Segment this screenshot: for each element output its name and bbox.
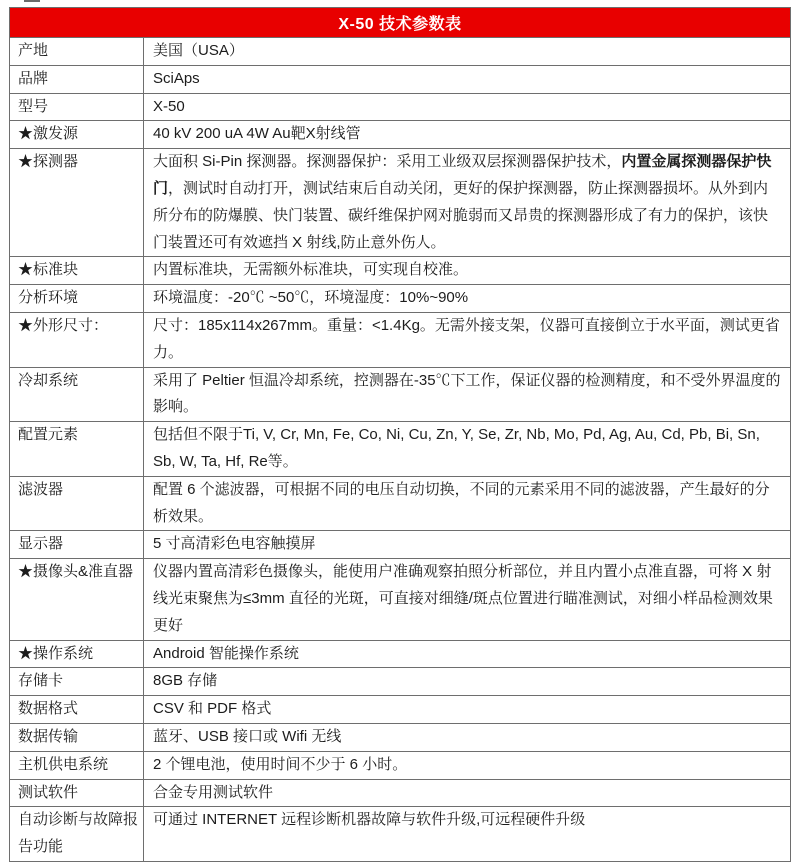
- spec-label: 配置元素: [10, 422, 144, 477]
- spec-value: [144, 807, 791, 862]
- spec-row: [10, 257, 791, 285]
- spec-row: [10, 559, 791, 640]
- spec-row: [10, 696, 791, 724]
- spec-label: 存储卡: [10, 668, 144, 696]
- spec-label: 品牌: [10, 65, 144, 93]
- spec-value-segment: 环境温度：-20℃ ~50℃，环境湿度：10%~90%: [153, 289, 469, 307]
- spec-value-segment: 合金专用测试软件: [153, 783, 274, 801]
- spec-value-segment: 8GB 存储: [153, 672, 218, 690]
- spec-row: [10, 640, 791, 668]
- spec-row: [10, 807, 791, 862]
- spec-value-segment: 美国（USA）: [153, 42, 244, 59]
- spec-row: [10, 779, 791, 807]
- spec-table: [9, 7, 791, 862]
- spec-value-segment: 蓝牙、USB 接口或 Wifi 无线: [153, 727, 342, 745]
- spec-table-body: [10, 38, 791, 862]
- spec-value: [144, 285, 791, 313]
- crop-artifact: [24, 0, 40, 2]
- spec-value: [144, 65, 791, 93]
- table-title-text: X-50 技术参数表: [338, 16, 462, 33]
- spec-value: [144, 38, 791, 66]
- spec-value-bold-segment: 内置金属探测器保护快门: [153, 153, 772, 197]
- spec-value-segment: 2 个锂电池，使用时间不少于 6 小时。: [153, 755, 408, 773]
- spec-label: 自动诊断与故障报告功能: [10, 807, 144, 862]
- table-title: [10, 8, 791, 38]
- spec-value: [144, 476, 791, 531]
- spec-row: [10, 751, 791, 779]
- spec-value: [144, 559, 791, 640]
- spec-value: [144, 723, 791, 751]
- spec-label: ★操作系统: [10, 640, 144, 668]
- spec-row: [10, 723, 791, 751]
- spec-label: 主机供电系统: [10, 751, 144, 779]
- spec-value-segment: 大面积 Si-Pin 探测器。探测器保护：采用工业级双层探测器保护技术，: [153, 153, 622, 171]
- spec-value: [144, 312, 791, 367]
- spec-value-segment: 仪器内置高清彩色摄像头，能使用户准确观察拍照分析部位，并且内置小点准直器，可将 X 射线光束聚焦为≤3mm 直径的光斑，可直接对细缝/斑点位置进行瞄准测试，对细小样品检测效果更好: [153, 563, 773, 634]
- spec-value-segment: 包括但不限于Ti, V, Cr, Mn, Fe, Co, Ni, Cu, Zn, Y, Se, Zr, Nb, Mo, Pd, Ag, Au, Cd, Pb, Bi, Sn, Sb, W, Ta, Hf, Re等。: [153, 426, 760, 470]
- spec-value: [144, 640, 791, 668]
- spec-label: 滤波器: [10, 476, 144, 531]
- spec-label: 分析环境: [10, 285, 144, 313]
- spec-value-segment: 5 寸高清彩色电容触摸屏: [153, 535, 316, 553]
- spec-value: [144, 696, 791, 724]
- spec-value-segment: 可通过 INTERNET 远程诊断机器故障与软件升级,可远程硬件升级: [153, 811, 586, 829]
- spec-value-segment: 40 kV 200 uA 4W Au靶X射线管: [153, 125, 361, 143]
- spec-value-segment: SciAps: [153, 69, 200, 87]
- spec-row: [10, 65, 791, 93]
- spec-label: ★激发源: [10, 121, 144, 149]
- spec-label: ★摄像头&准直器: [10, 559, 144, 640]
- spec-value-segment: 采用了 Peltier 恒温冷却系统，控测器在-35℃下工作，保证仪器的检测精度，和不受外界温度的影响。: [153, 371, 781, 416]
- spec-label: ★探测器: [10, 149, 144, 257]
- spec-row: [10, 668, 791, 696]
- spec-label: 型号: [10, 93, 144, 121]
- spec-value: [144, 149, 791, 257]
- spec-label: ★外形尺寸：: [10, 312, 144, 367]
- spec-row: [10, 422, 791, 477]
- spec-value-segment: 配置 6 个滤波器，可根据不同的电压自动切换，不同的元素采用不同的滤波器，产生最好的分析效果。: [153, 480, 770, 525]
- spec-label: 产地: [10, 38, 144, 66]
- spec-value-segment: 内置标准块，无需额外标准块，可实现自校准。: [153, 261, 469, 279]
- spec-value: [144, 422, 791, 477]
- spec-value-segment: Android 智能操作系统: [153, 644, 299, 662]
- spec-row: [10, 38, 791, 66]
- spec-value: [144, 367, 791, 422]
- spec-value: [144, 751, 791, 779]
- spec-label: 数据格式: [10, 696, 144, 724]
- spec-value: [144, 121, 791, 149]
- spec-row: [10, 312, 791, 367]
- spec-label: ★标准块: [10, 257, 144, 285]
- spec-value: [144, 531, 791, 559]
- spec-value: [144, 779, 791, 807]
- spec-value: [144, 257, 791, 285]
- spec-label: 测试软件: [10, 779, 144, 807]
- spec-row: [10, 476, 791, 531]
- spec-value-segment: CSV 和 PDF 格式: [153, 700, 272, 718]
- spec-label: 显示器: [10, 531, 144, 559]
- spec-value: [144, 668, 791, 696]
- spec-row: [10, 121, 791, 149]
- spec-row: [10, 93, 791, 121]
- spec-value-segment: ，测试时自动打开，测试结束后自动关闭，更好的保护探测器，防止探测器损坏。从外到内所分布的防爆膜、快门装置、碳纤维保护网对脆弱而又昂贵的探测器形成了有力的保护，该快门装置还可有效遮挡 X 射线,防止意外伤人。: [153, 179, 769, 251]
- spec-row: [10, 285, 791, 313]
- spec-value-segment: 尺寸：185x114x267mm。重量：<1.4Kg。无需外接支架，仪器可直接倒立于水平面，测试更省力。: [153, 316, 780, 361]
- spec-label: 数据传输: [10, 723, 144, 751]
- spec-value-segment: X-50: [153, 97, 185, 115]
- table-header-row: [10, 8, 791, 38]
- spec-label: 冷却系统: [10, 367, 144, 422]
- spec-row: [10, 367, 791, 422]
- spec-row: [10, 531, 791, 559]
- spec-value: [144, 93, 791, 121]
- spec-row: [10, 149, 791, 257]
